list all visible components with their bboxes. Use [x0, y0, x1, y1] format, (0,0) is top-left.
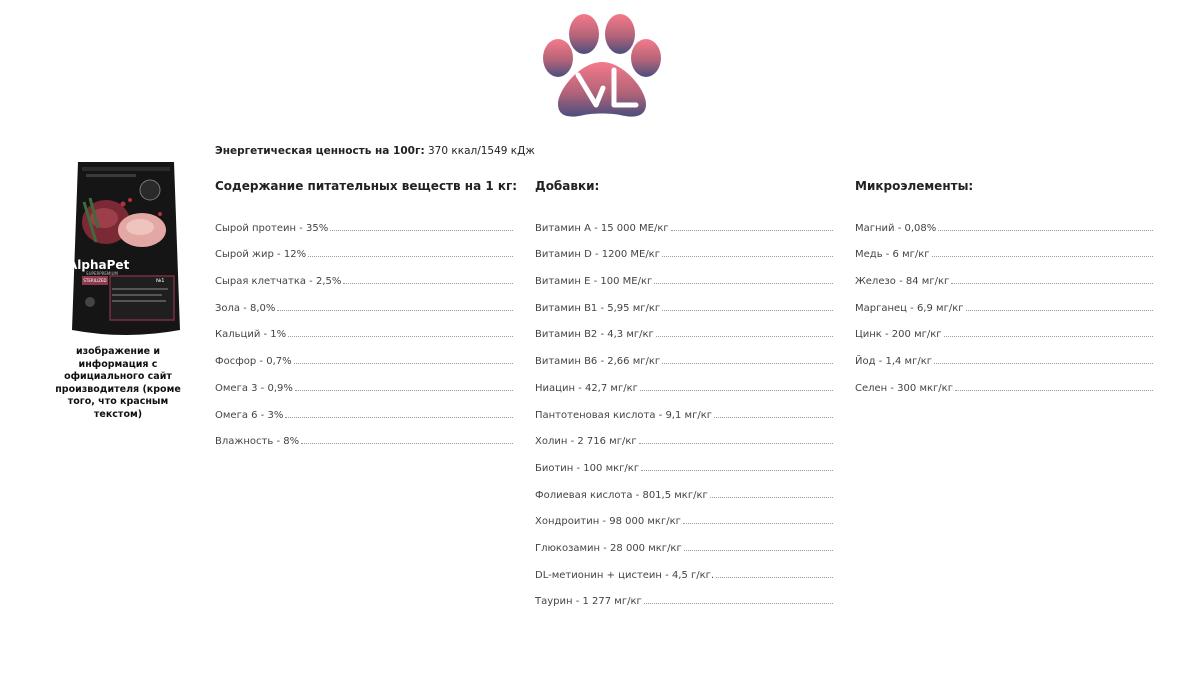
list-item: Хондроитин - 98 000 мкг/кг	[535, 501, 833, 528]
dotted-leader	[671, 229, 833, 231]
dotted-leader	[294, 362, 513, 364]
additives-title: Добавки:	[535, 179, 600, 193]
list-item: Витамин В1 - 5,95 мг/кг	[535, 287, 833, 314]
dotted-leader	[308, 255, 513, 257]
dotted-leader	[654, 282, 833, 284]
list-item: Влажность - 8%	[215, 421, 513, 448]
list-item: Фолиевая кислота - 801,5 мкг/кг	[535, 474, 833, 501]
list-item: Марганец - 6,9 мг/кг	[855, 287, 1153, 314]
dotted-leader	[955, 389, 1153, 391]
paw-toe-1	[543, 39, 573, 77]
product-image	[68, 158, 184, 340]
pet-food-bag-icon	[68, 158, 184, 340]
list-item: Цинк - 200 мг/кг	[855, 314, 1153, 341]
list-item: Сырой протеин - 35%	[215, 207, 513, 234]
list-item: Витамин В6 - 2,66 мг/кг	[535, 340, 833, 367]
list-item: Зола - 8,0%	[215, 287, 513, 314]
dotted-leader	[343, 282, 513, 284]
dotted-leader	[641, 469, 833, 471]
dotted-leader	[662, 309, 833, 311]
nutrients-title: Содержание питательных веществ на 1 кг:	[215, 179, 518, 193]
list-item: Пантотеновая кислота - 9,1 мг/кг	[535, 394, 833, 421]
product-brand-label: AlphaPet	[68, 258, 130, 272]
dotted-leader	[938, 229, 1153, 231]
additives-list	[535, 207, 833, 607]
dotted-leader	[951, 282, 1153, 284]
energy-value	[215, 145, 535, 157]
list-item: Витамин А - 15 000 МЕ/кг	[535, 207, 833, 234]
product-badge-label: №1	[156, 278, 165, 284]
dotted-leader	[330, 229, 513, 231]
dotted-leader	[640, 389, 833, 391]
list-item: Сырая клетчатка - 2,5%	[215, 260, 513, 287]
paw-toe-4	[631, 39, 661, 77]
list-item: Омега 3 - 0,9%	[215, 367, 513, 394]
list-item: Йод - 1,4 мг/кг	[855, 340, 1153, 367]
additives-column	[535, 180, 833, 607]
dotted-leader	[277, 309, 513, 311]
dotted-leader	[710, 496, 833, 498]
list-item: Холин - 2 716 мг/кг	[535, 421, 833, 448]
list-item: Кальций - 1%	[215, 314, 513, 341]
dotted-leader	[285, 416, 513, 418]
dotted-leader	[944, 335, 1153, 337]
list-item: Витамин Е - 100 МЕ/кг	[535, 260, 833, 287]
dotted-leader	[716, 576, 833, 578]
dotted-leader	[932, 255, 1153, 257]
microelements-column	[855, 180, 1153, 394]
dotted-leader	[662, 255, 833, 257]
dotted-leader	[714, 416, 833, 418]
dotted-leader	[683, 522, 833, 524]
list-item: Магний - 0,08%	[855, 207, 1153, 234]
list-item: Витамин В2 - 4,3 мг/кг	[535, 314, 833, 341]
list-item: Омега 6 - 3%	[215, 394, 513, 421]
dotted-leader	[684, 549, 833, 551]
list-item: Железо - 84 мг/кг	[855, 260, 1153, 287]
dotted-leader	[656, 335, 833, 337]
dotted-leader	[966, 309, 1154, 311]
nutrients-column	[215, 179, 518, 448]
energy-amount: 370 ккал/1549 кДж	[428, 145, 535, 157]
list-item: Сырой жир - 12%	[215, 234, 513, 261]
paw-icon	[540, 12, 664, 122]
brand-logo	[540, 12, 664, 122]
image-source-caption: изображение и информация с официального сайт производителя (кроме того, что красным текстом)	[55, 346, 181, 420]
dotted-leader	[295, 389, 513, 391]
dotted-leader	[644, 602, 833, 604]
list-item: Медь - 6 мг/кг	[855, 234, 1153, 261]
list-item: Биотин - 100 мкг/кг	[535, 447, 833, 474]
energy-label: Энергетическая ценность на 100г:	[215, 145, 425, 157]
dotted-leader	[301, 442, 513, 444]
product-variant-label: STERILIZED	[83, 278, 107, 283]
paw-toe-3	[605, 14, 635, 54]
list-item: DL-метионин + цистеин - 4,5 г/кг.	[535, 554, 833, 581]
microelements-title: Микроэлементы:	[855, 179, 974, 193]
list-item: Глюкозамин - 28 000 мкг/кг	[535, 527, 833, 554]
list-item: Витамин D - 1200 МЕ/кг	[535, 234, 833, 261]
nutrients-list	[215, 207, 513, 447]
dotted-leader	[662, 362, 833, 364]
list-item: Таурин - 1 277 мг/кг	[535, 581, 833, 608]
list-item: Селен - 300 мкг/кг	[855, 367, 1153, 394]
product-line-label: SUPERPREMIUM	[86, 271, 118, 276]
dotted-leader	[934, 362, 1153, 364]
paw-toe-2	[569, 14, 599, 54]
dotted-leader	[288, 335, 513, 337]
dotted-leader	[639, 442, 833, 444]
microelements-list	[855, 207, 1153, 394]
list-item: Ниацин - 42,7 мг/кг	[535, 367, 833, 394]
list-item: Фосфор - 0,7%	[215, 340, 513, 367]
